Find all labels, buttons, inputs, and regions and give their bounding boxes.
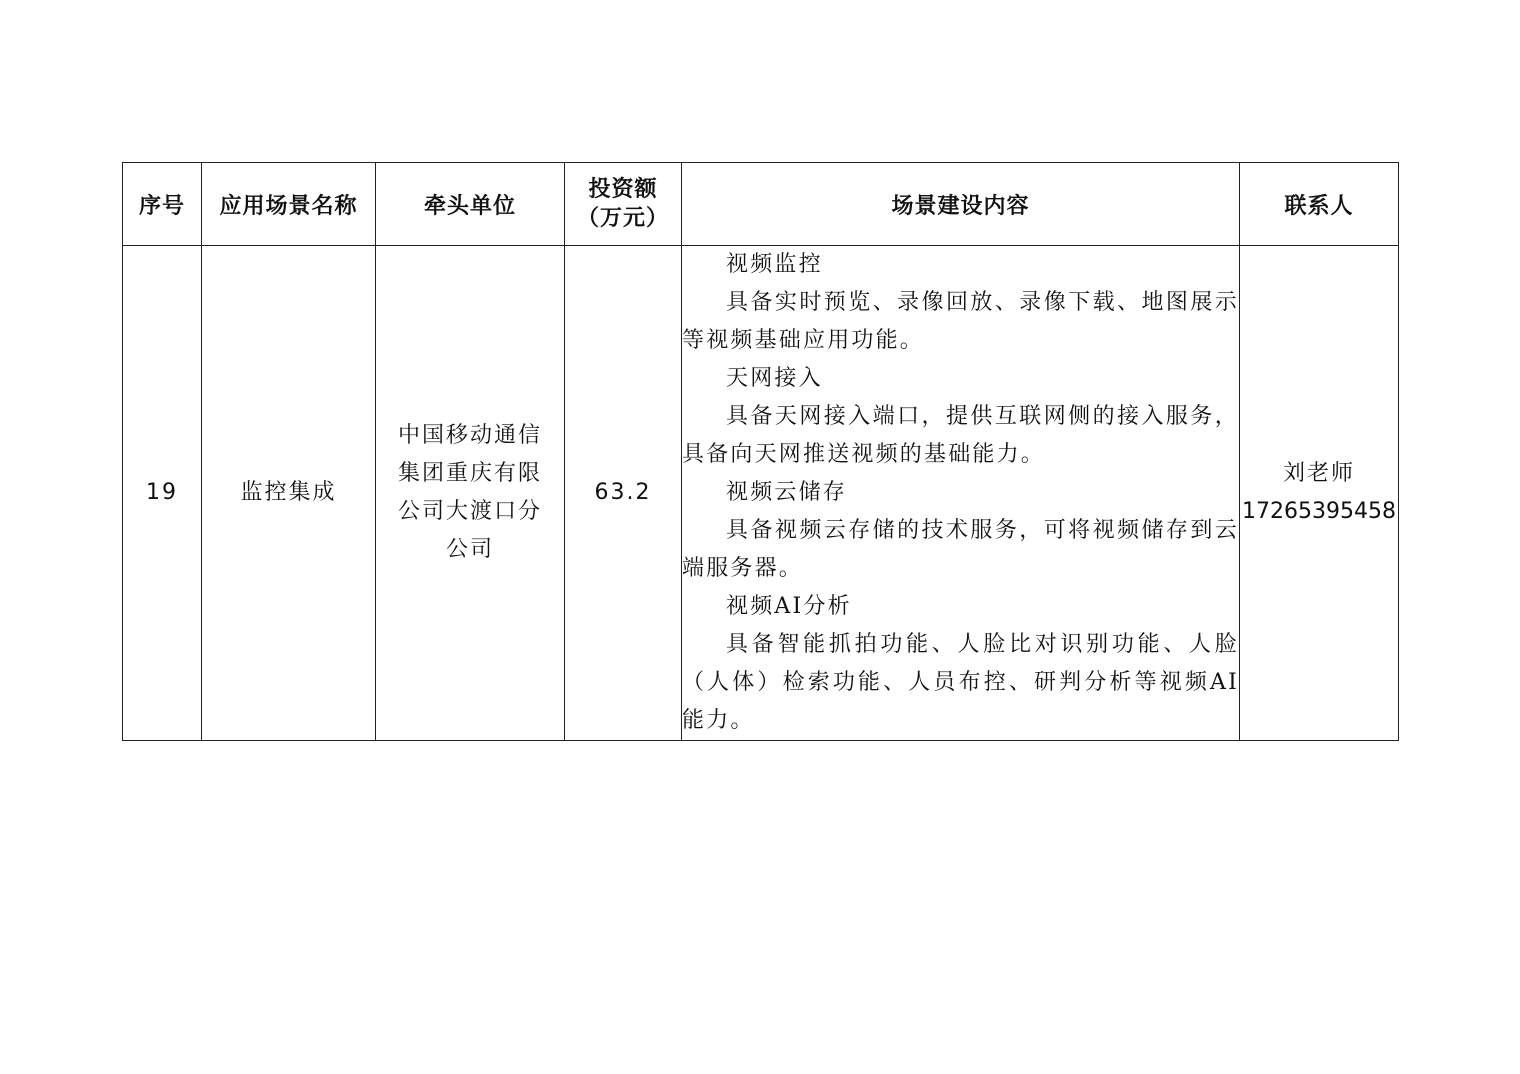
content-item-desc: 具备视频云存储的技术服务，可将视频储存到云端服务器。	[682, 518, 1239, 581]
row-scene-name: 监控集成	[202, 246, 376, 741]
header-investment-line1: 投资额	[588, 177, 658, 202]
content-item-title: 视频云储存	[726, 480, 848, 505]
row-contact	[1240, 246, 1399, 741]
contact-name: 刘老师	[1282, 461, 1355, 486]
table-row	[123, 246, 1399, 741]
row-investment: 63.2	[565, 246, 682, 741]
contact-phone: 17265395458	[1242, 499, 1396, 524]
header-row	[123, 163, 1399, 246]
header-content: 场景建设内容	[682, 163, 1240, 246]
content-item-desc: 具备实时预览、录像回放、录像下载、地图展示等视频基础应用功能。	[682, 290, 1239, 353]
content-item-title: 天网接入	[726, 366, 823, 391]
row-content	[682, 246, 1240, 741]
header-contact: 联系人	[1240, 163, 1399, 246]
content-item-desc: 具备天网接入端口，提供互联网侧的接入服务，具备向天网推送视频的基础能力。	[682, 404, 1239, 467]
row-seq: 19	[123, 246, 202, 741]
row-lead-unit: 中国移动通信集团重庆有限公司大渡口分公司	[397, 423, 542, 562]
project-table	[122, 162, 1399, 741]
header-lead-unit: 牵头单位	[376, 163, 565, 246]
row-lead-unit-cell	[376, 246, 565, 741]
header-investment-line2: （万元）	[576, 206, 669, 231]
content-item-desc: 具备智能抓拍功能、人脸比对识别功能、人脸（人体）检索功能、人员布控、研判分析等视频AI能力。	[682, 632, 1239, 733]
header-seq: 序号	[123, 163, 202, 246]
header-investment	[565, 163, 682, 246]
header-scene-name: 应用场景名称	[202, 163, 376, 246]
content-item-title: 视频监控	[726, 252, 823, 277]
content-item-title: 视频AI分析	[726, 594, 852, 619]
